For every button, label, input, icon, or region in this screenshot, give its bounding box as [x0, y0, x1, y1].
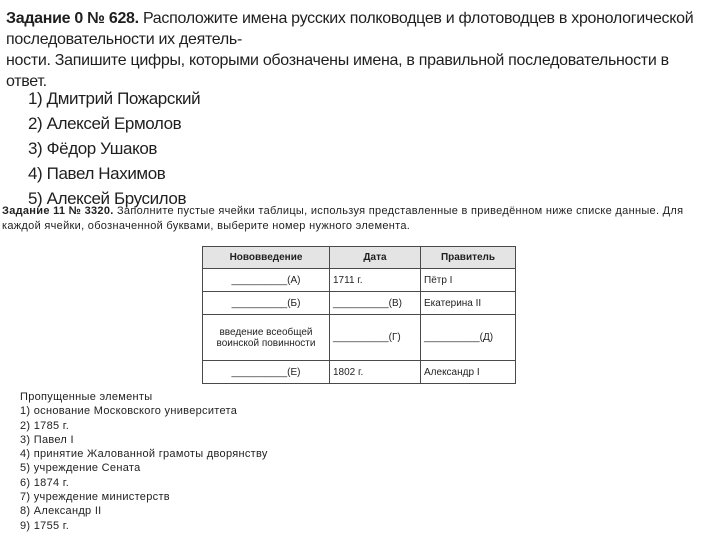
table-cell: 1711 г. [330, 269, 421, 292]
task-628 [6, 8, 712, 208]
list-item: 5) учреждение Сената [20, 462, 141, 475]
list-item: 4) принятие Жалованной грамоты дворянству [20, 448, 268, 461]
header-ruler: Правитель [421, 247, 516, 269]
table-row [203, 315, 516, 361]
table-cell: введение всеобщей воинской повинности [203, 315, 330, 361]
list-item: 9) 1755 г. [20, 519, 70, 532]
table-cell: Екатерина II [421, 292, 516, 315]
list-item: 7) учреждение министерств [20, 491, 170, 504]
task-3320-prompt [2, 204, 716, 234]
list-item: 4) Павел Нахимов [28, 164, 166, 183]
header-innovation: Нововведение [203, 247, 330, 269]
missing-elements-title: Пропущенные элементы [20, 391, 153, 403]
table-row [203, 292, 516, 315]
task-628-label: Задание 0 № 628. [6, 10, 139, 27]
list-item: 6) 1874 г. [20, 476, 70, 489]
list-item: 3) Павел I [20, 433, 74, 446]
task-628-text-line1: Расположите имена русских полководцев и флотоводцев в хронологической последовательности их деятель- [6, 10, 694, 48]
missing-elements [20, 390, 268, 533]
table-cell: __________(А) [203, 269, 330, 292]
table-cell: Пётр I [421, 269, 516, 292]
table-cell: __________(Г) [330, 315, 421, 361]
task-628-prompt [6, 8, 712, 92]
reforms-table [202, 246, 516, 384]
table-row [203, 361, 516, 384]
list-item: 3) Фёдор Ушаков [28, 139, 158, 158]
table-row [203, 269, 516, 292]
list-item: 1) Дмитрий Пожарский [28, 89, 201, 108]
commanders-list [28, 86, 200, 211]
table-cell: __________(Д) [421, 315, 516, 361]
table-cell: __________(В) [330, 292, 421, 315]
task-628-text-line2: ности. Запишите цифры, которыми обозначены имена, в правильной последовательности в ответ. [6, 52, 669, 90]
table-cell: __________(Е) [203, 361, 330, 384]
task-3320-text: Заполните пустые ячейки таблицы, используя представленные в приведённом ниже списке данные. Для каждой ячейки, обозначенной буквами, выберите номер нужного элемента. [2, 205, 684, 232]
task-3320-label: Задание 11 № 3320. [2, 205, 114, 217]
missing-elements-list [20, 404, 268, 533]
table-cell: Александр I [421, 361, 516, 384]
list-item: 1) основание Московского университета [20, 405, 238, 418]
list-item: 5) Алексей Брусилов [28, 189, 187, 208]
table-cell: __________(Б) [203, 292, 330, 315]
table-cell: 1802 г. [330, 361, 421, 384]
list-item: 2) 1785 г. [20, 419, 70, 432]
list-item: 2) Алексей Ермолов [28, 114, 182, 133]
list-item: 8) Александр II [20, 505, 102, 518]
header-date: Дата [330, 247, 421, 269]
table-header-row [203, 247, 516, 269]
